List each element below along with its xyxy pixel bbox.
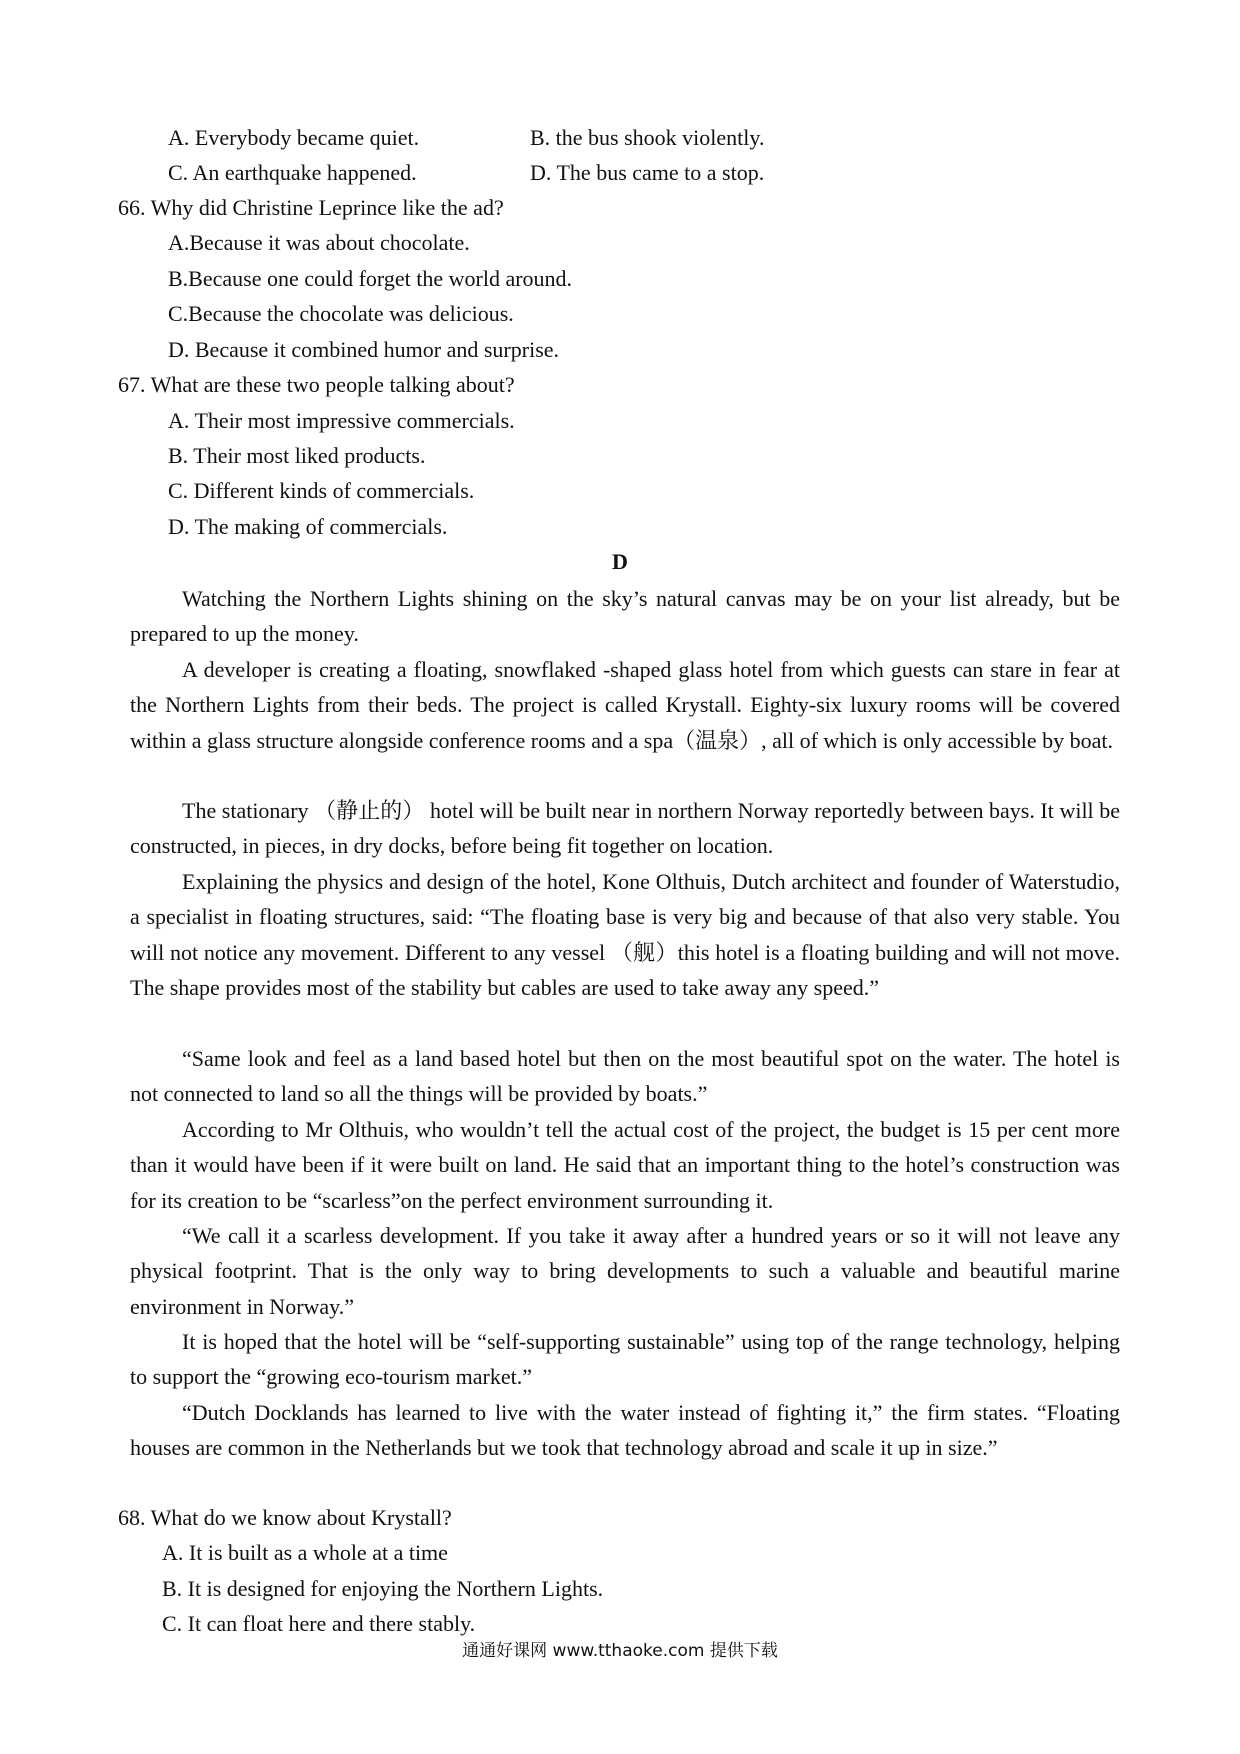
section-heading: D — [612, 549, 628, 574]
passage-paragraph: A developer is creating a floating, snowflaked -shaped glass hotel from which guests can stare in fear at the Northern Lights from their beds. The project is called Krystall. Eighty-six luxury rooms will be covered within a glass structure alongside conference rooms and a spa（温泉）, all of which is only accessible by boat. — [130, 657, 1120, 753]
page-footer: 通通好课网 www.tthaoke.com 提供下载 — [462, 1641, 778, 1661]
passage-paragraph: According to Mr Olthuis, who wouldn’t tell the actual cost of the project, the budget is 15 per cent more than it would have been if it were built on land. He said that an important thing to the hotel’s construction was for its creation to be “scarless”on the perfect environment surrounding it. — [130, 1117, 1120, 1213]
q66-option-a: A.Because it was about chocolate. — [168, 230, 470, 255]
passage-paragraph: “We call it a scarless development. If you take it away after a hundred years or so it will not leave any physical footprint. That is the only way to bring developments to such a valuable and beautiful marine environment in Norway.” — [130, 1223, 1120, 1319]
passage-paragraph: “Dutch Docklands has learned to live with the water instead of fighting it,” the firm states. “Floating houses are common in the Netherlands but we took that technology abroad and scale it up in size.” — [130, 1400, 1120, 1461]
q68-option-b: B. It is designed for enjoying the Northern Lights. — [162, 1576, 604, 1601]
q67-option-d: D. The making of commercials. — [168, 514, 448, 539]
q66-option-c: C.Because the chocolate was delicious. — [168, 301, 514, 326]
q65-option-b: B. the bus shook violently. — [530, 125, 765, 150]
q67-option-c: C. Different kinds of commercials. — [168, 478, 475, 503]
passage-paragraph: The stationary （静止的） hotel will be built near in northern Norway reportedly between bays. It will be constructed, in pieces, in dry docks, before being fit together on location. — [130, 798, 1120, 859]
q65-option-c: C. An earthquake happened. — [168, 160, 417, 185]
q67-question: 67. What are these two people talking about? — [118, 372, 515, 397]
q66-option-b: B.Because one could forget the world around. — [168, 266, 573, 291]
q68-question: 68. What do we know about Krystall? — [118, 1505, 452, 1530]
passage-paragraph: “Same look and feel as a land based hotel but then on the most beautiful spot on the water. The hotel is not connected to land so all the things will be provided by boats.” — [130, 1046, 1120, 1107]
passage-paragraph: It is hoped that the hotel will be “self-supporting sustainable” using top of the range technology, helping to support the “growing eco-tourism market.” — [130, 1329, 1120, 1390]
q66-question: 66. Why did Christine Leprince like the ad? — [118, 195, 504, 220]
q67-option-a: A. Their most impressive commercials. — [168, 408, 515, 433]
passage-paragraph: Explaining the physics and design of the hotel, Kone Olthuis, Dutch architect and founder of Waterstudio, a specialist in floating structures, said: “The floating base is very big and because of that also very stable. You will not notice any movement. Different to any vessel （舰）this hotel is a floating building and will not move. The shape provides most of the stability but cables are used to take away any speed.” — [130, 869, 1120, 1001]
q65-option-d: D. The bus came to a stop. — [530, 160, 765, 185]
q68-option-a: A. It is built as a whole at a time — [162, 1540, 448, 1565]
q67-option-b: B. Their most liked products. — [168, 443, 426, 468]
q66-option-d: D. Because it combined humor and surprise. — [168, 337, 560, 362]
q65-option-a: A. Everybody became quiet. — [168, 125, 420, 150]
passage-paragraph: Watching the Northern Lights shining on the sky’s natural canvas may be on your list already, but be prepared to up the money. — [130, 586, 1120, 647]
q68-option-c: C. It can float here and there stably. — [162, 1611, 476, 1636]
